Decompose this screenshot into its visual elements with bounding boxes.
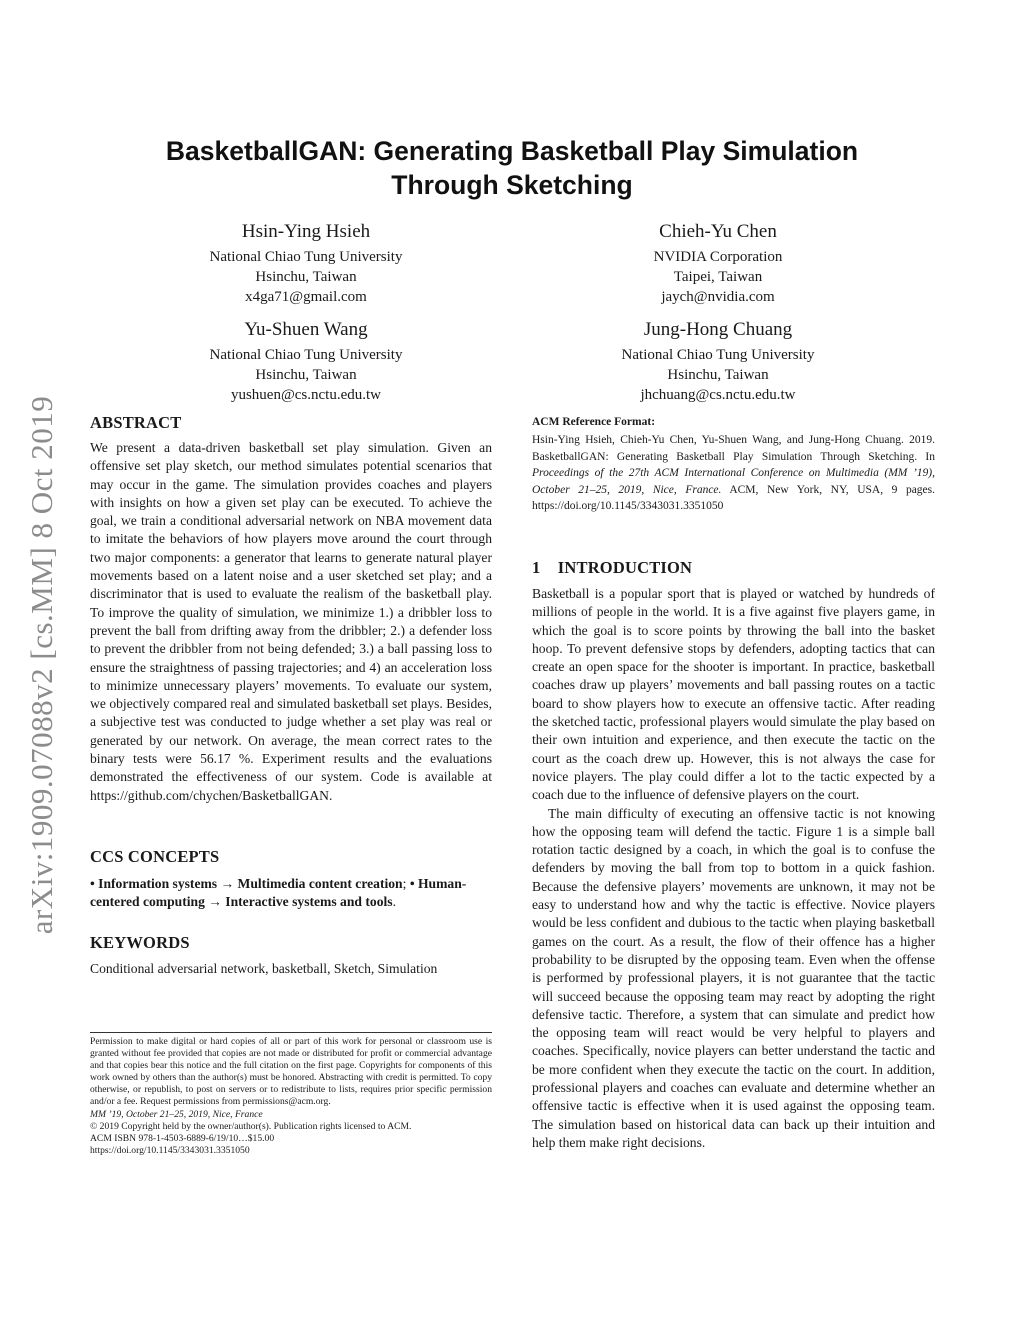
- acm-reference-authors: Hsin-Ying Hsieh, Chieh-Yu Chen, Yu-Shuen Wang, and Jung-Hong Chuang. 2019. BasketballGAN: Generating Basketball Play Simulation Through Sketching. In: [532, 434, 935, 463]
- author-affiliation: National Chiao Tung University: [621, 347, 815, 363]
- ccs-item: Interactive systems and tools: [225, 894, 393, 910]
- ccs-heading: CCS CONCEPTS: [90, 847, 220, 866]
- arxiv-side-stamp: arXiv:1909.07088v2 [cs.MM] 8 Oct 2019: [24, 395, 59, 935]
- author-name: Jung-Hong Chuang: [643, 319, 793, 340]
- acm-reference-proceedings: Proceedings of the 27th ACM International Conference on Multimedia (MM ’19), October 21–25, 2019, Nice, France.: [532, 467, 935, 496]
- abstract-heading: ABSTRACT: [90, 413, 182, 432]
- author-location: Hsinchu, Taiwan: [255, 269, 357, 285]
- author-location: Hsinchu, Taiwan: [255, 367, 357, 383]
- author-affiliation: National Chiao Tung University: [209, 347, 403, 363]
- ccs-arrow: →: [204, 894, 226, 910]
- author-affiliation: National Chiao Tung University: [209, 249, 403, 265]
- keywords-section: [90, 933, 492, 978]
- ccs-item: Multimedia content creation: [237, 876, 403, 891]
- permission-isbn: ACM ISBN 978-1-4503-6889-6/19/10…$15.00: [90, 1132, 275, 1144]
- introduction-heading: 1 INTRODUCTION: [532, 558, 693, 577]
- ccs-separator: ;: [402, 876, 410, 891]
- acm-reference-text: [532, 432, 935, 515]
- ccs-concepts: [90, 875, 492, 912]
- ccs-item: • Information systems: [90, 876, 218, 891]
- author-email: jhchuang@cs.nctu.edu.tw: [640, 387, 796, 403]
- introduction-section: [532, 558, 935, 1152]
- acm-reference: [532, 416, 935, 515]
- author-location: Taipei, Taiwan: [673, 269, 763, 285]
- ccs-section: [90, 847, 492, 912]
- permission-block: [90, 1032, 492, 1157]
- abstract-section: [90, 413, 492, 805]
- introduction-paragraph: The main difficulty of executing an offensive tactic is not knowing how the opposing team will defend the tactic. Figure 1 is a simple ball rotation tactic designed by a coach, in which the goal is to confuse the defenders by moving the ball from top to bottom in a quick fashion. Because the defensive players’ movements are unknown, it may not be easy to understand how and why the tactic is effective. Novice players would be less confident and dubious to the tactic when playing basketball games on the court. As a result, the flow of their offence has a higher probability to be disrupted by the opposing team. Even when the offense is performed by professional players, it is not guarantee that the tactic will succeed because the opposing team may react by adopting the right defensive tactic. Therefore, a system that can simulate and predict how the opposing team will react would be very helpful to players and coaches. Specifically, novice players can better understand the tactic and be more confident when they execute the tactic on the court. In addition, professional players and coaches can evaluate and determine whether an offensive tactic is effective when it is used against the opposing team. The simulation based on historical data can back up their intuition and help them make right decisions.: [532, 805, 935, 1150]
- author-affiliation: NVIDIA Corporation: [653, 249, 783, 265]
- author-block: [558, 220, 878, 307]
- permission-venue: [90, 1109, 492, 1121]
- ccs-end: .: [392, 894, 396, 910]
- author-name: Hsin-Ying Hsieh: [241, 221, 371, 242]
- venue-text: MM ’19, October 21–25, 2019, Nice, France: [90, 1108, 263, 1120]
- paper-title: BasketballGAN: Generating Basketball Play Simulation Through Sketching: [165, 136, 859, 200]
- author-block: [146, 318, 466, 405]
- author-location: Hsinchu, Taiwan: [667, 367, 769, 383]
- acm-reference-tail: ACM, New York, NY, USA, 9 pages. https://doi.org/10.1145/3343031.3351050: [532, 483, 936, 512]
- author-block: [146, 220, 466, 307]
- introduction-paragraph: Basketball is a popular sport that is played or watched by hundreds of millions of people in the world. It is a five against five players game, in which the goal is to score points by throwing the ball into the basket hoop. To prevent defensive stops by defenders, adopting tactics that can create an open space for the shooter is important. In practice, basketball coaches draw up players’ movements and ball passing routes on a tactic board to show players how to execute an offensive tactic. After reading the sketched tactic, professional players would simulate the play based on their own intuition and experience, and then execute the tactic on the court as the coach drew up. However, this is not always the case for novice players. The play could differ a lot to the tactic expected by a coach due to the influence of defensive players on the court.: [532, 586, 935, 803]
- keywords-heading: KEYWORDS: [90, 933, 190, 952]
- ccs-item: • Human-centered computing: [90, 876, 467, 910]
- abstract-text: We present a data-driven basketball set play simulation. Given an offensive set play sketch, our method simulates potential scenarios that may occur in the game. The simulation provides coaches and players with insights on how a given set play can be executed. To achieve the goal, we train a conditional adversarial network on NBA movement data to imitate the behaviors of how players move around the court through two major components: a generator that learns to generate natural player movements based on a latent noise and a user sketched set play; and a discriminator that is used to evaluate the realism of the basketball play. To improve the quality of simulation, we minimize 1.) a dribbler loss to prevent the ball from drifting away from the dribbler; 2.) a defender loss to prevent the dribbler from not being defended; 3.) a ball passing loss to ensure the straightness of passing trajectories; and 4) an acceleration loss to minimize unnecessary players’ movements. To evaluate our system, we objectively compared real and simulated basketball set plays. Besides, a subjective test was conducted to judge whether a set play was real or generated by our network. On average, the mean correct rates to the binary tests were 56.17 %. Experiment results and the evaluations demonstrated the effectiveness of our system. Code is available at https://github.com/chychen/BasketballGAN.: [90, 440, 492, 803]
- author-name: Yu-Shuen Wang: [244, 319, 368, 340]
- permission-copyright: © 2019 Copyright held by the owner/author(s). Publication rights licensed to ACM.: [90, 1120, 412, 1132]
- permission-doi: https://doi.org/10.1145/3343031.3351050: [90, 1144, 250, 1156]
- divider: [90, 1032, 492, 1033]
- author-email: jaych@nvidia.com: [661, 289, 775, 305]
- author-block: [558, 318, 878, 405]
- acm-reference-heading: ACM Reference Format:: [532, 416, 656, 428]
- permission-text: Permission to make digital or hard copies of all or part of this work for personal or classroom use is granted without fee provided that copies are not made or distributed for profit or commercial advantage and that copies bear this notice and the full citation on the first page. Copyrights for components of this work owned by others than the author(s) must be honored. Abstracting with credit is permitted. To copy otherwise, or republish, to post on servers or to redistribute to lists, requires prior specific permission and/or a fee. Request permissions from permissions@acm.org.: [90, 1036, 492, 1108]
- author-email: yushuen@cs.nctu.edu.tw: [230, 387, 382, 403]
- keywords-text: Conditional adversarial network, basketball, Sketch, Simulation: [90, 961, 438, 976]
- author-email: x4ga71@gmail.com: [245, 289, 367, 305]
- ccs-arrow: →: [217, 876, 238, 891]
- author-name: Chieh-Yu Chen: [659, 221, 777, 242]
